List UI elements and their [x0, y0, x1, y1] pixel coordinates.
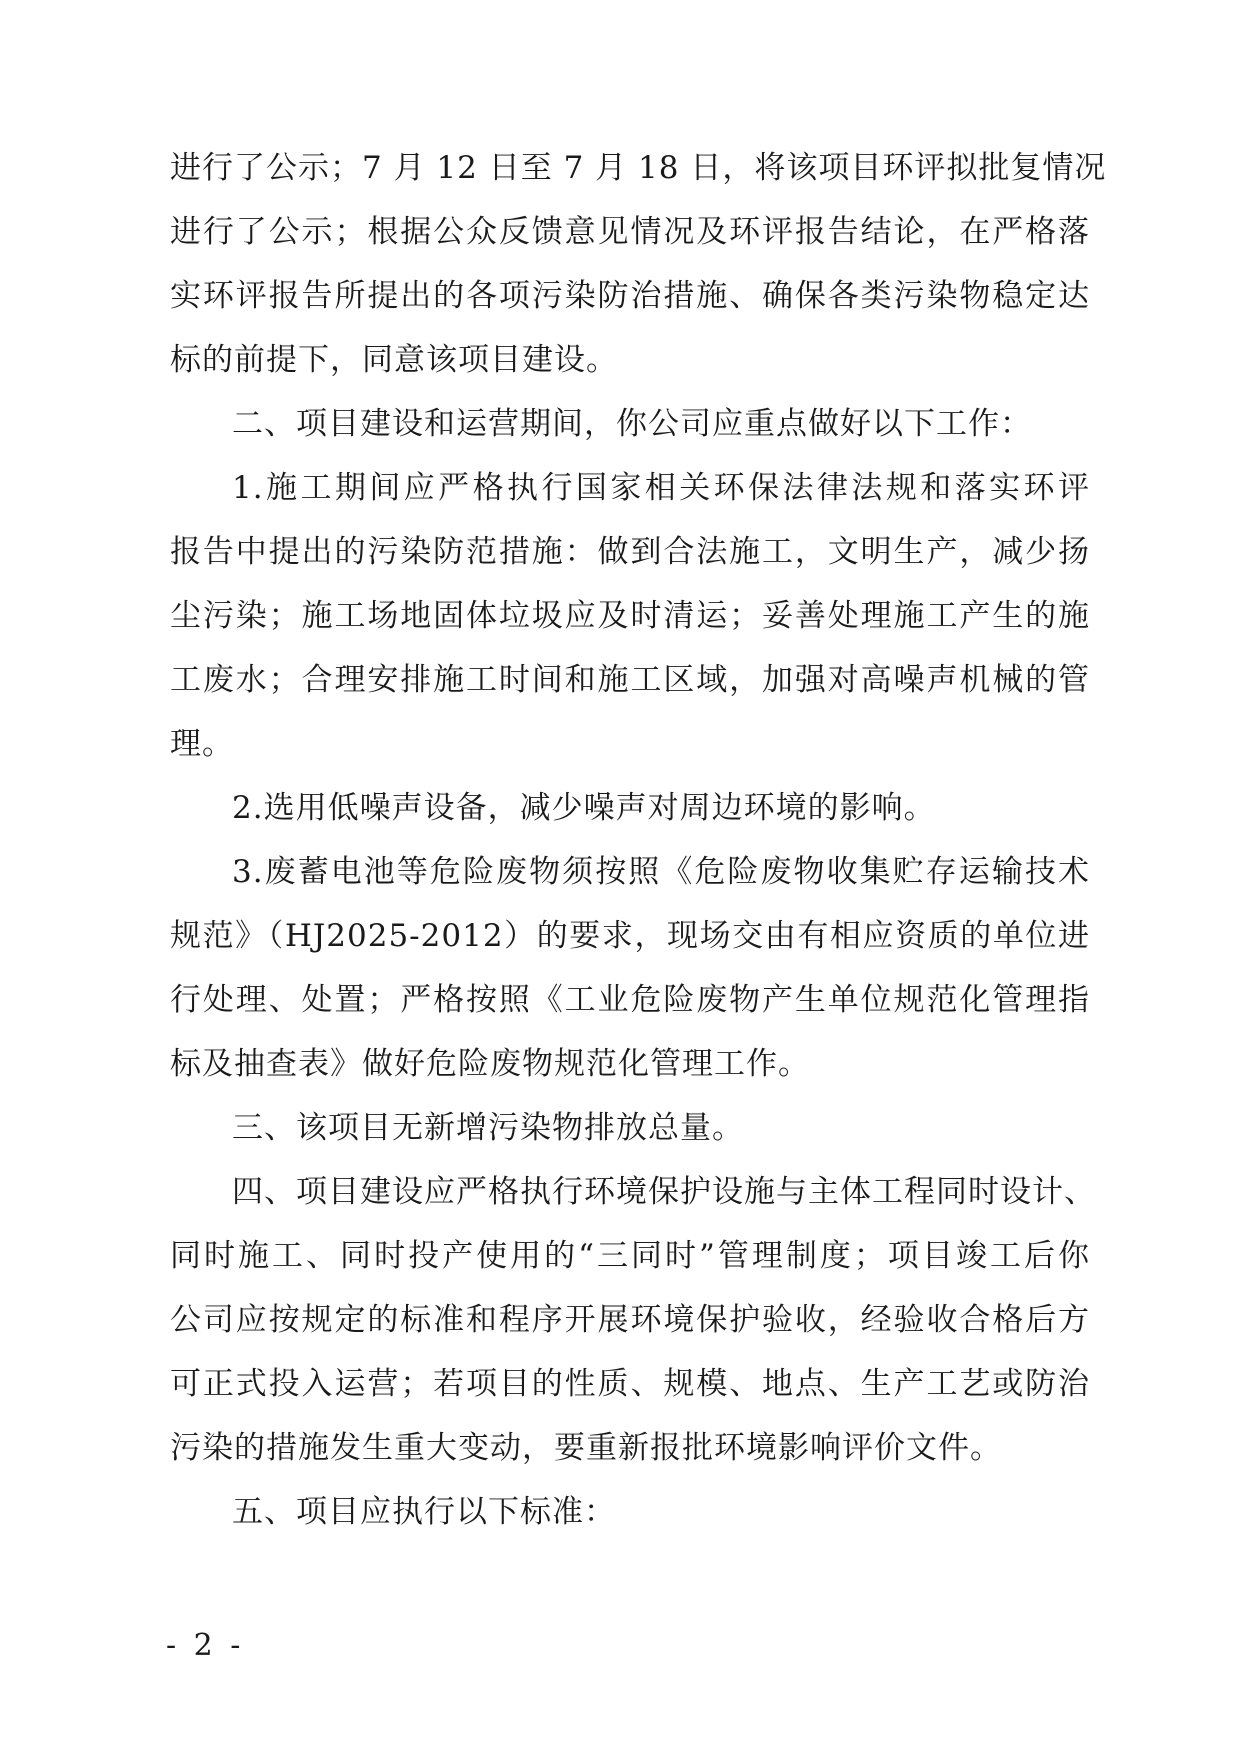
section-four-line-1: 四、项目建设应严格执行环境保护设施与主体工程同时设计、 [232, 1174, 1096, 1210]
item-1-line-1: 1.施工期间应严格执行国家相关环保法律法规和落实环评 [232, 470, 1090, 506]
item-3-line-1: 3.废蓄电池等危险废物须按照《危险废物收集贮存运输技术 [232, 854, 1090, 890]
item-3-line-3: 行处理、处置；严格按照《工业危险废物产生单位规范化管理指 [170, 982, 1090, 1018]
page-number: - 2 - [166, 1628, 245, 1663]
section-three: 三、该项目无新增污染物排放总量。 [232, 1110, 744, 1146]
section-four-line-3: 公司应按规定的标准和程序开展环境保护验收，经验收合格后方 [170, 1302, 1090, 1338]
item-3-line-2: 规范》（HJ2025-2012）的要求，现场交由有相应资质的单位进 [170, 918, 1090, 954]
text-line-2: 进行了公示；根据公众反馈意见情况及环评报告结论，在严格落 [170, 214, 1090, 250]
section-four-line-2: 同时施工、同时投产使用的“三同时”管理制度；项目竣工后你 [170, 1238, 1090, 1274]
text-line-1: 进行了公示；7 月 12 日至 7 月 18 日，将该项目环评拟批复情况 [170, 150, 1107, 186]
item-2: 2.选用低噪声设备，减少噪声对周边环境的影响。 [232, 790, 936, 826]
item-1-line-3: 尘污染；施工场地固体垃圾应及时清运；妥善处理施工产生的施 [170, 598, 1090, 634]
item-1-line-2: 报告中提出的污染防范措施：做到合法施工，文明生产，减少扬 [170, 534, 1090, 570]
item-1-line-4: 工废水；合理安排施工时间和施工区域，加强对高噪声机械的管 [170, 662, 1090, 698]
item-1-line-5: 理。 [170, 726, 234, 762]
text-line-3: 实环评报告所提出的各项污染防治措施、确保各类污染物稳定达 [170, 278, 1090, 314]
text-line-4: 标的前提下，同意该项目建设。 [170, 342, 618, 378]
section-four-line-4: 可正式投入运营；若项目的性质、规模、地点、生产工艺或防治 [170, 1366, 1090, 1402]
section-two-heading: 二、项目建设和运营期间，你公司应重点做好以下工作： [232, 406, 1032, 442]
item-3-line-4: 标及抽查表》做好危险废物规范化管理工作。 [170, 1046, 810, 1082]
section-four-line-5: 污染的措施发生重大变动，要重新报批环境影响评价文件。 [170, 1430, 1002, 1466]
section-five-heading: 五、项目应执行以下标准： [232, 1494, 616, 1530]
